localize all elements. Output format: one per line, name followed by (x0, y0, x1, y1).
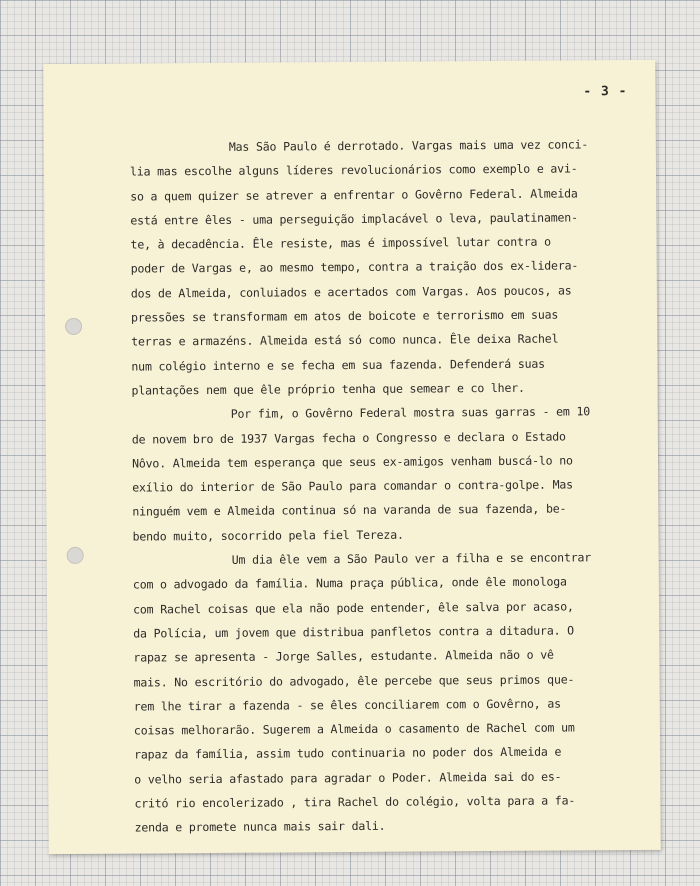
text-line: zenda e promete nunca mais sair dali. (134, 819, 386, 835)
text-line: está entre êles - uma perseguição implacável o leva, paulatinamen- (130, 210, 578, 228)
text-line: plantações nem que êle próprio tenha que semear e co lher. (131, 380, 525, 398)
text-line: pressões se transformam em atos de boicote e terrorismo em suas (130, 307, 559, 325)
text-line: Um dia êle vem a São Paulo ver a filha e se encontrar (231, 550, 592, 567)
text-line: com o advogado da família. Numa praça pública, onde êle monologa (132, 574, 567, 592)
text-line: dos de Almeida, conluiados e acertados com Vargas. Aos poucos, as (130, 283, 572, 301)
text-line: bendo muito, socorrido pela fiel Tereza. (132, 527, 404, 544)
text-line: poder de Vargas e, ao mesmo tempo, contra a traição dos ex-lidera- (130, 258, 579, 277)
text-line: o velho seria afastado para agradar o Poder. Almeida sai do es- (134, 769, 562, 787)
page-number: - 3 - (583, 84, 628, 100)
text-line: mais. No escritório do advogado, êle percebe que seus primos que- (133, 671, 575, 690)
text-line: Mas São Paulo é derrotado. Vargas mais uma vez conci- (228, 137, 589, 154)
text-line: critó rio encolerizado , tira Rachel do colégio, volta para a fa- (134, 793, 576, 811)
text-line: de novem bro de 1937 Vargas fecha o Congresso e declara o Estado (131, 429, 566, 447)
typewritten-page (43, 60, 661, 854)
text-line: da Polícia, um jovem que distribua panfletos contra a ditadura. O (133, 623, 574, 641)
text-line: exílio do interior de São Paulo para comandar o contra-golpe. Mas (132, 477, 573, 495)
text-line: coisas melhorarão. Sugerem a Almeida o casamento de Rachel com um (133, 720, 575, 738)
text-line: rapaz se apresenta - Jorge Salles, estudante. Almeida não o vê (133, 647, 554, 665)
text-line: lia mas escolhe alguns líderes revolucionários como exemplo e avi- (129, 161, 578, 179)
text-line: com Rachel coisas que ela não pode entender, êle salva por acaso, (133, 599, 574, 617)
text-line: te, à decadência. Êle resiste, mas é impossível lutar contra o (130, 234, 551, 252)
text-line: ninguém vem e Almeida continua só na varanda de sua fazenda, be- (132, 501, 567, 519)
text-line: Por fim, o Govêrno Federal mostra suas garras - em 10 (230, 404, 591, 422)
text-line: terras e armazéns. Almeida está só como nunca. Êle deixa Rachel (131, 331, 559, 349)
text-line: Nôvo. Almeida tem esperança que seus ex-amigos venham buscá-lo no (131, 453, 573, 471)
punch-hole-bottom (67, 547, 84, 564)
text-line: rem lhe tirar a fazenda - se êles conciliarem com o Govêrno, as (133, 696, 561, 714)
text-line: num colégio interno e se fecha em sua fazenda. Defenderá suas (131, 356, 545, 374)
punch-hole-top (65, 318, 82, 335)
text-line: rapaz da família, assim tudo continuaria no poder dos Almeida e (134, 744, 562, 762)
body-text (130, 132, 631, 840)
text-line: so a quem quizer se atrever a enfrentar o Govêrno Federal. Almeida (130, 186, 578, 204)
